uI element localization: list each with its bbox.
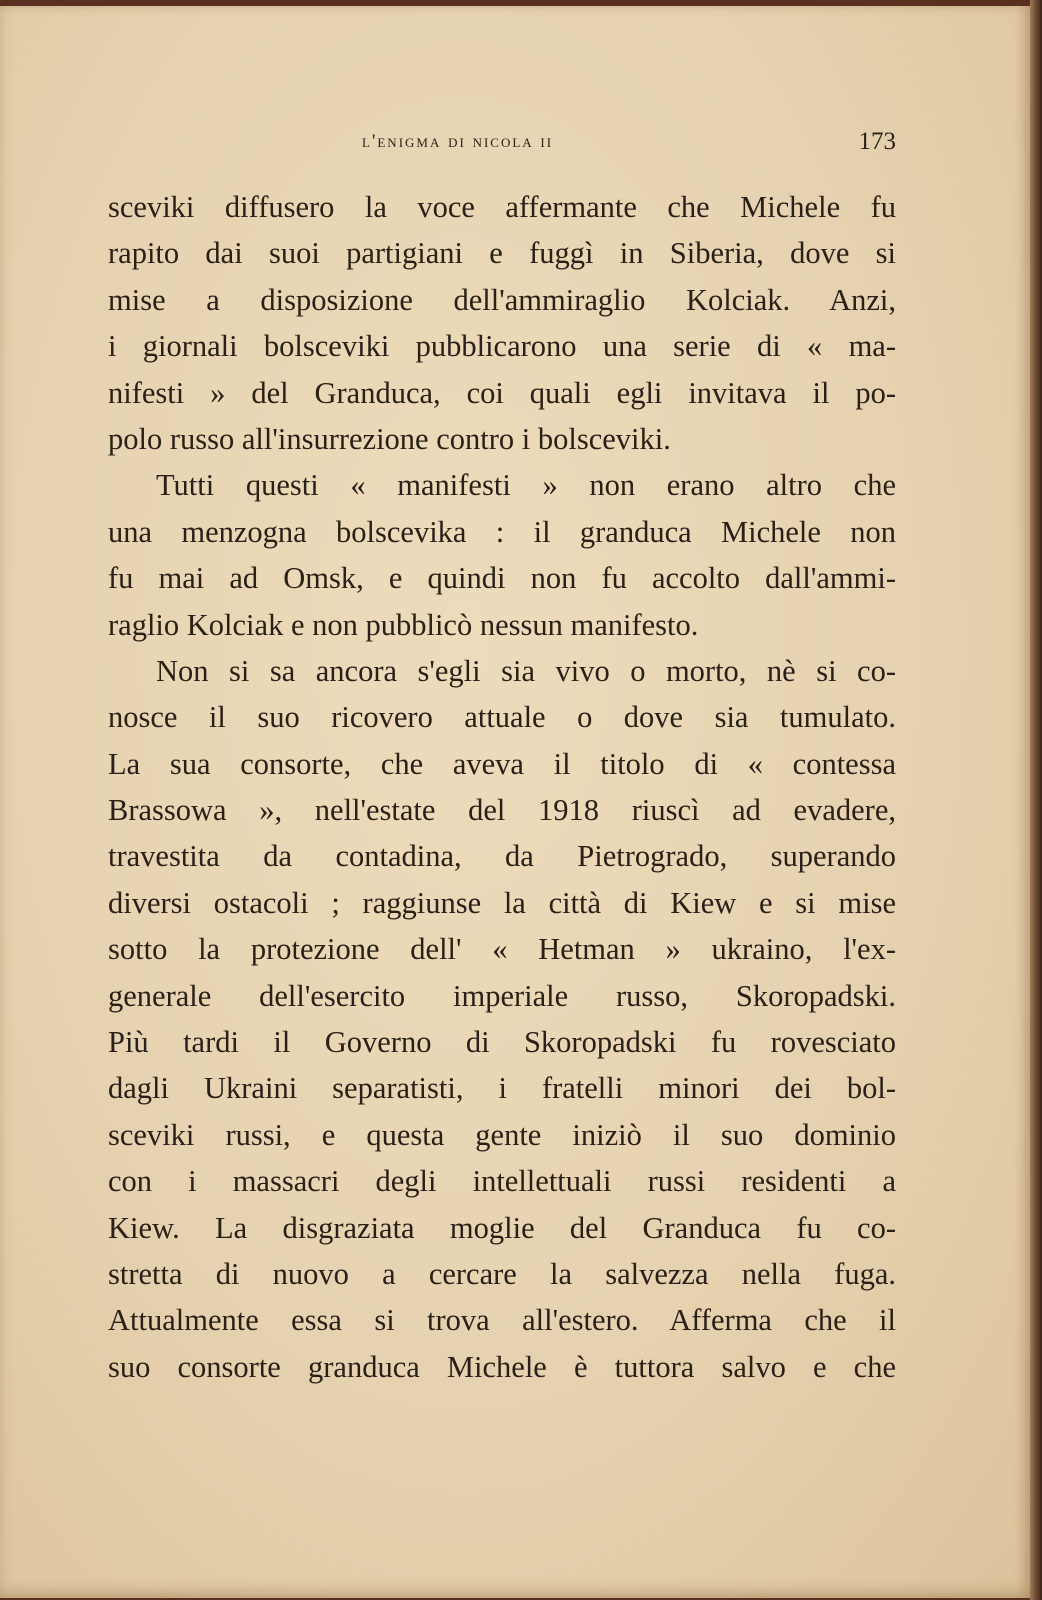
- text-line: dagli Ukraini separatisti, i fratelli minori dei bol-: [108, 1071, 896, 1106]
- text-line: generale dell'esercito imperiale russo, Skoropadski.: [108, 978, 896, 1013]
- text-line: Tutti questi « manifesti » non erano altro che: [156, 468, 896, 503]
- text-line: Kiew. La disgraziata moglie del Granduca fu co-: [108, 1210, 896, 1245]
- text-line: i giornali bolsceviki pubblicarono una serie di « ma-: [108, 329, 896, 364]
- text-line: rapito dai suoi partigiani e fuggì in Siberia, dove si: [108, 236, 896, 271]
- text-line: Brassowa », nell'estate del 1918 riuscì ad evadere,: [108, 793, 896, 828]
- text-line: suo consorte granduca Michele è tuttora salvo e che: [108, 1349, 896, 1384]
- text-line: mise a disposizione dell'ammiraglio Kolciak. Anzi,: [108, 282, 896, 317]
- text-line: stretta di nuovo a cercare la salvezza nella fuga.: [108, 1256, 896, 1291]
- text-line: sceviki russi, e questa gente iniziò il suo dominio: [108, 1117, 896, 1152]
- text-line: fu mai ad Omsk, e quindi non fu accolto dall'ammi-: [108, 561, 896, 596]
- text-line: raglio Kolciak e non pubblicò nessun manifesto.: [108, 607, 699, 642]
- text-line: Non si sa ancora s'egli sia vivo o morto, nè si co-: [156, 653, 896, 688]
- text-line: Attualmente essa si trova all'estero. Afferma che il: [108, 1303, 896, 1338]
- text-line: diversi ostacoli ; raggiunse la città di Kiew e si mise: [108, 885, 896, 920]
- text-line: polo russo all'insurrezione contro i bolsceviki.: [108, 421, 671, 456]
- text-line: con i massacri degli intellettuali russi residenti a: [108, 1164, 896, 1199]
- book-edge: [1030, 0, 1042, 1600]
- body-text: [108, 184, 896, 1390]
- text-line: La sua consorte, che aveva il titolo di « contessa: [108, 746, 896, 781]
- book-page: [0, 6, 1030, 1598]
- text-line: nosce il suo ricovero attuale o dove sia tumulato.: [108, 700, 896, 735]
- text-line: Più tardi il Governo di Skoropadski fu rovesciato: [108, 1025, 896, 1060]
- text-line: sceviki diffusero la voce affermante che Michele fu: [108, 190, 896, 224]
- text-line: sotto la protezione dell' « Hetman » ukraino, l'ex-: [108, 932, 896, 967]
- running-title: l'enigma di nicola ii: [362, 131, 554, 152]
- page-header: [110, 128, 896, 158]
- text-line: una menzogna bolscevika : il granduca Michele non: [108, 514, 896, 549]
- text-line: travestita da contadina, da Pietrogrado, superando: [108, 839, 896, 874]
- text-line: nifesti » del Granduca, coi quali egli invitava il po-: [108, 375, 896, 410]
- page-number: 173: [858, 128, 896, 155]
